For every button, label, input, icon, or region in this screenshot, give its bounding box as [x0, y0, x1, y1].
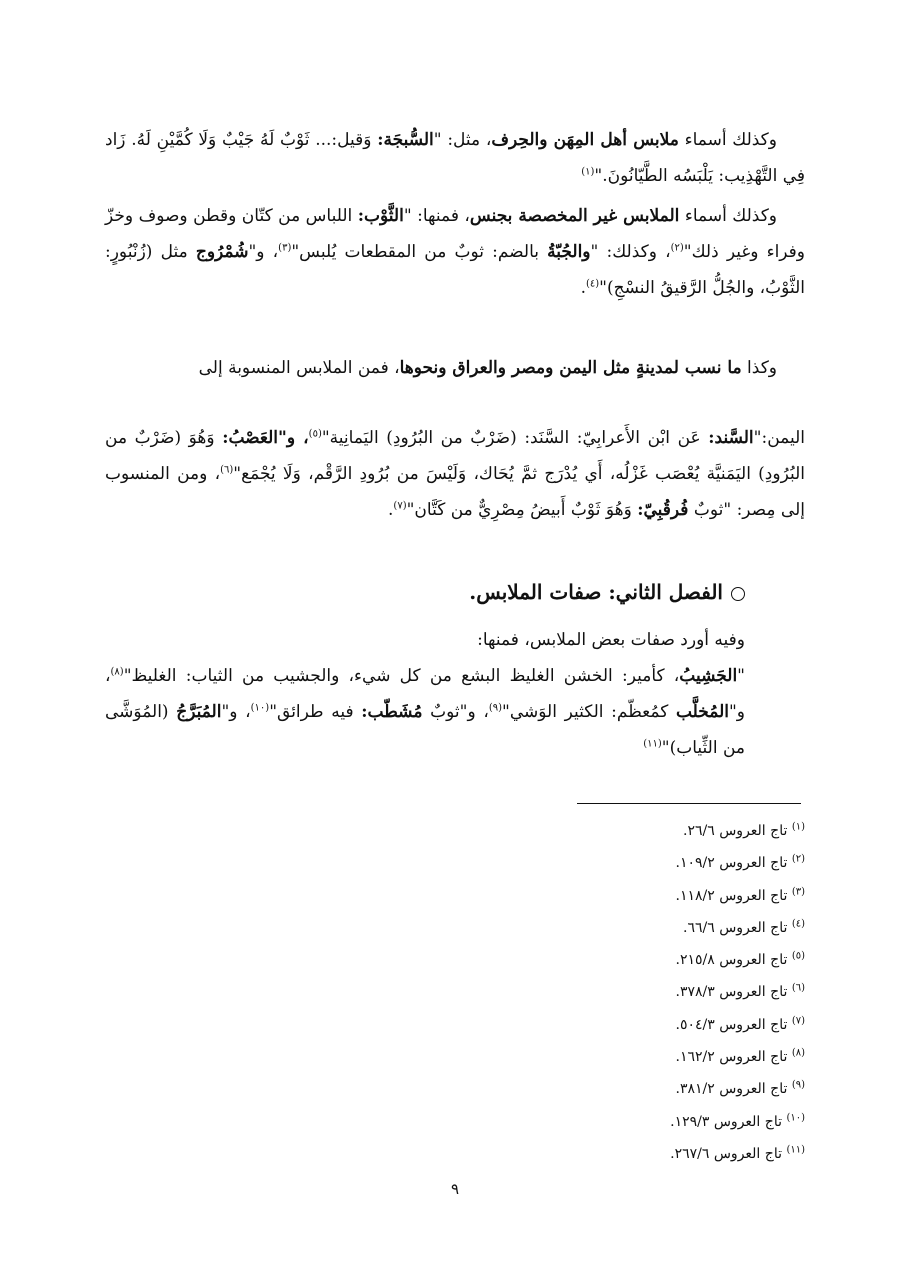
bold-term: السَّند: — [708, 428, 754, 448]
footnote-item — [405, 847, 805, 879]
footnote-number: (٩) — [791, 1079, 805, 1091]
text-run: ، ومن المنسوب إلى مِصر: "ثوبٌ — [105, 464, 805, 520]
footnotes-list — [405, 815, 805, 1170]
footnote-text: تاج العروس ١١٨/٢. — [675, 887, 792, 904]
footnote-ref: (٥) — [308, 428, 322, 440]
paragraph-origin-intro — [105, 350, 805, 386]
footnote-text: تاج العروس ١٢٩/٣. — [670, 1113, 787, 1130]
text-run: ، و"ثوبٌ — [422, 702, 489, 722]
bold-term: ما نسب لمدينةٍ مثل اليمن ومصر والعراق ونحوها — [399, 358, 742, 378]
bold-term: الملابس غير المخصصة بجنس — [469, 206, 680, 226]
text-run: ، فمن الملابس المنسوبة إلى — [198, 358, 400, 378]
footnote-text: تاج العروس ١٦٢/٢. — [675, 1049, 792, 1066]
footnote-text: تاج العروس ٢٦٧/٦. — [670, 1145, 787, 1162]
section-heading — [105, 574, 805, 610]
paragraph-yemen-egypt — [105, 420, 805, 528]
footnote-ref: (٩) — [488, 702, 502, 714]
footnote-text: تاج العروس ٥٠٤/٣. — [675, 1016, 792, 1033]
text-run: ، وكذلك: " — [590, 242, 671, 262]
text-run: اليمن:" — [753, 428, 806, 448]
intro-line — [105, 622, 805, 658]
text-run: اللباس من كتّان وقطن وصوف وخزّ وفراء وغير ذلك" — [105, 206, 806, 262]
text-run: ، و" — [105, 666, 746, 722]
footnote-item — [405, 944, 805, 976]
footnote-separator — [577, 803, 801, 804]
text-run: بالضم: ثوبٌ من المقطعات يُلبس" — [291, 242, 548, 262]
text-run: . — [388, 500, 394, 520]
bold-term: الثَّوْب: — [357, 206, 404, 226]
footnote-item — [405, 1138, 805, 1170]
bold-term: المُبَرَّجُ — [176, 702, 222, 722]
bold-term: شُمْرُوج — [195, 242, 249, 262]
footnote-number: (٥) — [791, 950, 805, 962]
footnote-number: (٧) — [791, 1015, 805, 1027]
text-run: وكذلك أسماء — [679, 206, 777, 226]
circle-bullet-icon — [731, 587, 745, 601]
page-number: ٩ — [450, 1180, 460, 1198]
footnote-item — [405, 880, 805, 912]
text-run: ، فمنها: " — [403, 206, 470, 226]
footnote-number: (٨) — [791, 1047, 805, 1059]
footnote-text: تاج العروس ٣٨١/٢. — [675, 1081, 792, 1098]
bold-term: والجُبّةُ — [547, 242, 591, 262]
text-run: ، مثل: " — [433, 130, 492, 150]
footnote-ref: (٣) — [278, 242, 292, 254]
bold-term: المُخلَّب — [675, 702, 729, 722]
intro-line-text: وفيه أورد صفات بعض الملابس، فمنها: — [477, 630, 745, 650]
text-run: كمُعظّم: الكثير الوَشي" — [502, 702, 676, 722]
text-run: فيه طرائق" — [269, 702, 362, 722]
footnote-item — [405, 1009, 805, 1041]
footnote-item — [405, 815, 805, 847]
text-run: وكذلك أسماء — [678, 130, 777, 150]
footnote-item — [405, 1106, 805, 1138]
bold-term: ، و" — [278, 428, 309, 448]
footnote-ref: (٦) — [220, 464, 234, 476]
text-run: . — [580, 278, 586, 298]
footnote-number: (١١) — [786, 1144, 805, 1156]
bold-term: ملابس أهل المِهَن والحِرف — [491, 130, 679, 150]
section-heading-text: الفصل الثاني: صفات الملابس. — [469, 580, 723, 604]
footnote-number: (٣) — [791, 885, 805, 897]
footnote-text: تاج العروس ٢٦/٦. — [683, 823, 792, 839]
bold-term: السُّبجَة: — [377, 130, 434, 150]
footnote-item — [405, 1073, 805, 1105]
text-run: ، كأمير: الخشن الغليظ البشع من كل شيء، والجشيب من الثياب: الغليظ" — [123, 666, 680, 686]
footnote-number: (١) — [791, 821, 805, 833]
footnote-item — [405, 912, 805, 944]
footnote-item — [405, 976, 805, 1008]
footnote-number: (٢) — [791, 853, 805, 865]
footnote-ref: (١١) — [643, 738, 662, 750]
footnote-number: (١٠) — [786, 1112, 805, 1124]
paragraph-descriptions — [105, 658, 805, 766]
text-run: مثل (زُنْبُورٍ: الثَّوْبُ، والجُلُّ الرَّقيقُ النسْجِ)" — [105, 242, 805, 298]
text-run: " — [737, 666, 745, 686]
footnote-text: تاج العروس ٦٦/٦. — [683, 919, 792, 936]
text-run: وَهُوَ (ضَرْبٌ من البُرُودِ) اليَمَنيَّة يُعْصَب غَزْلُه، أَي يُدْرَج ثمَّ يُحَاك، وَلَيْسَ من بُرُودِ الرَّقْم، وَلَا يُجْمَع" — [105, 428, 805, 484]
text-run: وكذا — [741, 358, 777, 378]
footnote-ref: (٨) — [110, 666, 124, 678]
text-run: وَهُوَ ثَوْبٌ أَبيضُ مِصْرِيٌّ من كَتَّان" — [406, 500, 638, 520]
text-run: وَقيل:... ثَوْبٌ لَهُ جَيْبٌ وَلَا كُمَّيْنِ لَهُ. زَاد فِي التَّهْذِيب: يَلْبَسُه الطَّيّانُونَ." — [105, 130, 805, 186]
text-run: ، و" — [248, 242, 279, 262]
footnote-ref: (٧) — [393, 500, 407, 512]
text-run: (المُوَشَّى من الثِّياب)" — [105, 702, 745, 758]
footnote-item — [405, 1041, 805, 1073]
footnote-ref: (٤) — [585, 278, 600, 290]
footnote-text: تاج العروس ١٠٩/٢. — [675, 855, 792, 872]
bold-term: فُرقُبِيّ: — [637, 500, 689, 520]
text-run: عَن ابْن الأَعرابِيّ: السَّنَد: (ضَرْبٌ من البُرُودِ) اليَمانِية" — [321, 428, 709, 448]
bold-term: العَصْبُ: — [222, 428, 279, 448]
footnote-text: تاج العروس ٣٧٨/٣. — [675, 984, 792, 1001]
footnote-ref: (١٠) — [250, 702, 270, 714]
paragraph-professions — [105, 122, 805, 194]
footnote-ref: (١) — [581, 166, 595, 178]
bold-term: الجَشِيبُ — [679, 666, 738, 686]
footnote-number: (٦) — [791, 982, 805, 994]
footnote-ref: (٢) — [670, 242, 684, 254]
bold-term: مُشَطّب: — [361, 702, 423, 722]
footnote-text: تاج العروس ٢١٥/٨. — [675, 952, 792, 969]
text-run: ، و" — [221, 702, 251, 722]
footnote-number: (٤) — [791, 918, 805, 930]
paragraph-general-garments — [105, 198, 805, 306]
